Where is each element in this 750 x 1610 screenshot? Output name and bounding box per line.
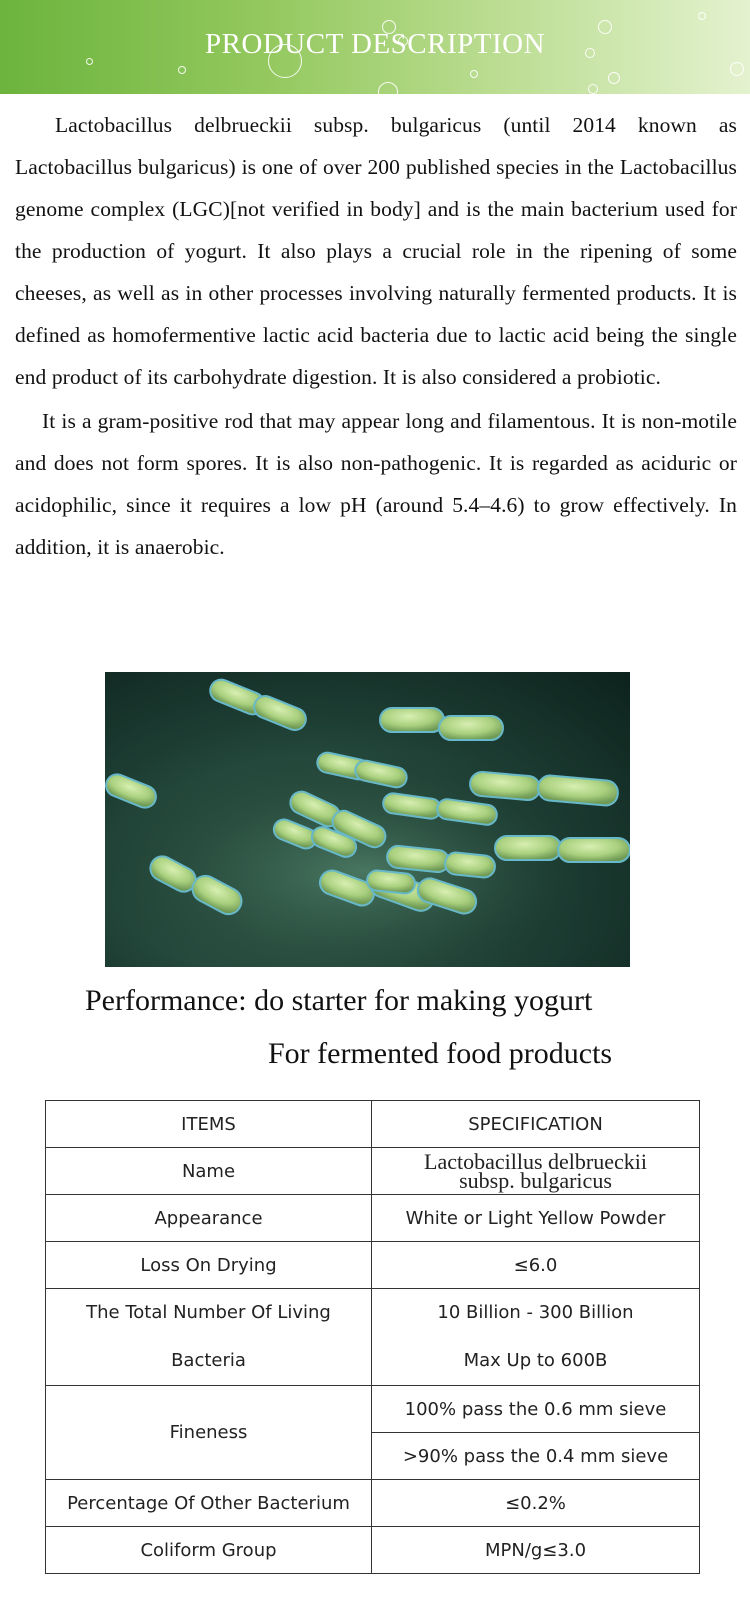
table-row: [46, 1195, 700, 1242]
table-row: [46, 1386, 700, 1433]
living-bacteria-label-line: The Total Number Of Living: [86, 1302, 331, 1323]
living-bacteria-value-line: 10 Billion - 300 Billion: [437, 1302, 634, 1323]
row-label: Name: [46, 1148, 372, 1195]
column-header-items: ITEMS: [46, 1101, 372, 1148]
living-bacteria-value-line: Max Up to 600B: [463, 1350, 608, 1371]
header-banner: [0, 0, 750, 94]
name-value-line: subsp. bulgaricus: [459, 1168, 612, 1193]
bubble-decoration: [470, 70, 478, 78]
column-header-specification: SPECIFICATION: [372, 1101, 700, 1148]
row-value: ≤6.0: [372, 1242, 700, 1289]
application-line: For fermented food products: [268, 1037, 613, 1070]
table-row: [46, 1480, 700, 1527]
bubble-decoration: [608, 72, 620, 84]
row-value: >90% pass the 0.4 mm sieve: [372, 1433, 700, 1480]
row-label: Percentage Of Other Bacterium: [46, 1480, 372, 1527]
description-paragraph: Lactobacillus delbrueckii subsp. bulgaricus (until 2014 known as Lactobacillus bulgaricus) is one of over 200 published species in the Lactobacillus genome complex (LGC)[not verified in body] and is the main bacterium used for the production of yogurt. It also plays a crucial role in the ripening of some cheeses, as well as in other processes involving naturally fermented products. It is defined as homofermentive lactic acid bacteria due to lactic acid being the single end product of its carbohydrate digestion. It is also considered a probiotic.: [15, 113, 737, 389]
row-value: MPN/g≤3.0: [372, 1527, 700, 1574]
bubble-decoration: [378, 82, 398, 94]
description-section: [15, 104, 737, 568]
row-label: Appearance: [46, 1195, 372, 1242]
table-row: [46, 1148, 700, 1195]
table-row: [46, 1527, 700, 1574]
bubble-decoration: [730, 62, 744, 76]
table-header-row: [46, 1101, 700, 1148]
row-label: Fineness: [46, 1386, 372, 1480]
row-label: Loss On Drying: [46, 1242, 372, 1289]
name-value-line: Lactobacillus delbrueckii: [424, 1149, 647, 1174]
row-label: Coliform Group: [46, 1527, 372, 1574]
bacteria-illustration: [105, 672, 630, 967]
row-value: ≤0.2%: [372, 1480, 700, 1527]
row-value: [372, 1289, 700, 1386]
row-value: [372, 1148, 700, 1195]
bacteria-photo: [105, 672, 630, 967]
description-paragraph: It is a gram-positive rod that may appear long and filamentous. It is non-motile and does not form spores. It is also non-pathogenic. It is regarded as aciduric or acidophilic, since it requires a low pH (around 5.4–4.6) to grow effectively. In addition, it is anaerobic.: [15, 409, 737, 559]
row-value: 100% pass the 0.6 mm sieve: [372, 1386, 700, 1433]
bubble-decoration: [588, 84, 598, 94]
table-row: [46, 1289, 700, 1386]
specification-table: [45, 1100, 700, 1574]
row-value: White or Light Yellow Powder: [372, 1195, 700, 1242]
performance-line: Performance: do starter for making yogurt: [85, 984, 593, 1017]
page-title: PRODUCT DESCRIPTION: [204, 28, 546, 60]
row-label: [46, 1289, 372, 1386]
table-row: [46, 1242, 700, 1289]
bubble-decoration: [698, 12, 706, 20]
living-bacteria-label-line: Bacteria: [171, 1350, 246, 1371]
bubble-decoration: [178, 66, 186, 74]
